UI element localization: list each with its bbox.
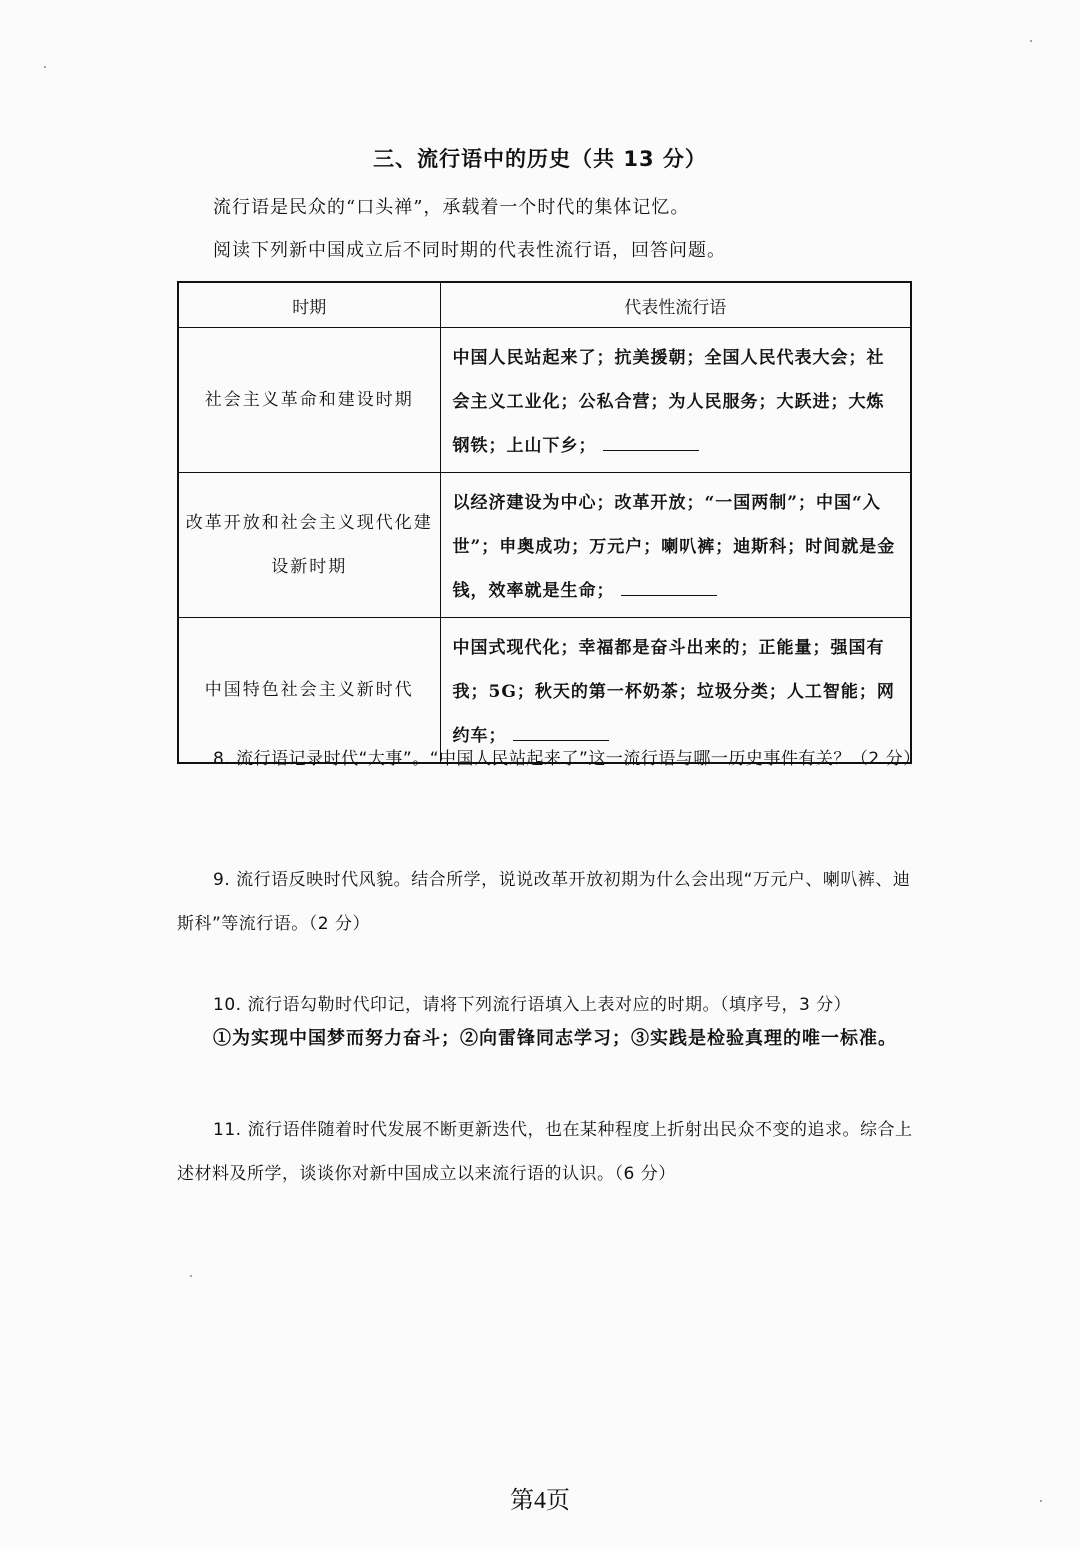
period-cell: 中国特色社会主义新时代 — [178, 618, 440, 764]
section-title: 三、流行语中的历史（共 13 分） — [373, 147, 707, 171]
question-10: 10. 流行语勾勒时代印记，请将下列流行语填入上表对应的时期。（填序号，3 分） — [213, 995, 852, 1015]
question-9: 9. 流行语反映时代风貌。结合所学，说说改革开放初期为什么会出现“万元户、喇叭裤、迪斯科”等流行语。（2 分） — [177, 870, 911, 934]
scan-speck — [190, 1275, 192, 1277]
table-row — [178, 473, 911, 618]
intro-line-1: 流行语是民众的“口头禅”，承载着一个时代的集体记忆。 — [213, 197, 690, 218]
table-header-phrases: 代表性流行语 — [440, 282, 911, 328]
scan-speck — [1030, 40, 1032, 42]
table-header-period: 时期 — [178, 282, 440, 328]
question-8: 8. 流行语记录时代“大事”。“中国人民站起来了”这一流行语与哪一历史事件有关？（2 分） — [213, 749, 921, 769]
table-header-row — [178, 282, 911, 328]
phrases-text: 以经济建设为中心；改革开放；“一国两制”；中国“入世”；申奥成功；万元户；喇叭裤；迪斯科；时间就是金钱，效率就是生命； — [452, 493, 896, 601]
period-cell: 社会主义革命和建设时期 — [178, 328, 440, 473]
page-number: 第4页 — [510, 1488, 570, 1514]
phrases-cell — [440, 328, 911, 473]
intro-line-2: 阅读下列新中国成立后不同时期的代表性流行语，回答问题。 — [213, 240, 726, 261]
table-row — [178, 328, 911, 473]
scan-speck — [1040, 1500, 1042, 1502]
phrases-cell — [440, 473, 911, 618]
question-11: 11. 流行语伴随着时代发展不断更新迭代，也在某种程度上折射出民众不变的追求。综合上述材料及所学，谈谈你对新中国成立以来流行语的认识。（6 分） — [177, 1120, 913, 1184]
answer-blank[interactable] — [621, 577, 717, 596]
phrases-text: 中国人民站起来了；抗美援朝；全国人民代表大会；社会主义工业化；公私合营；为人民服务；大跃进；大炼钢铁；上山下乡； — [452, 348, 885, 456]
slang-table — [177, 281, 912, 764]
answer-blank[interactable] — [603, 432, 699, 451]
question-10-options: ①为实现中国梦而努力奋斗；②向雷锋同志学习；③实践是检验真理的唯一标准。 — [213, 1028, 897, 1049]
phrases-text: 中国式现代化；幸福都是奋斗出来的；正能量；强国有我；5G；秋天的第一杯奶茶；垃圾分类；人工智能；网约车； — [452, 638, 895, 746]
period-cell: 改革开放和社会主义现代化建设新时期 — [178, 473, 440, 618]
scan-speck — [44, 66, 46, 68]
